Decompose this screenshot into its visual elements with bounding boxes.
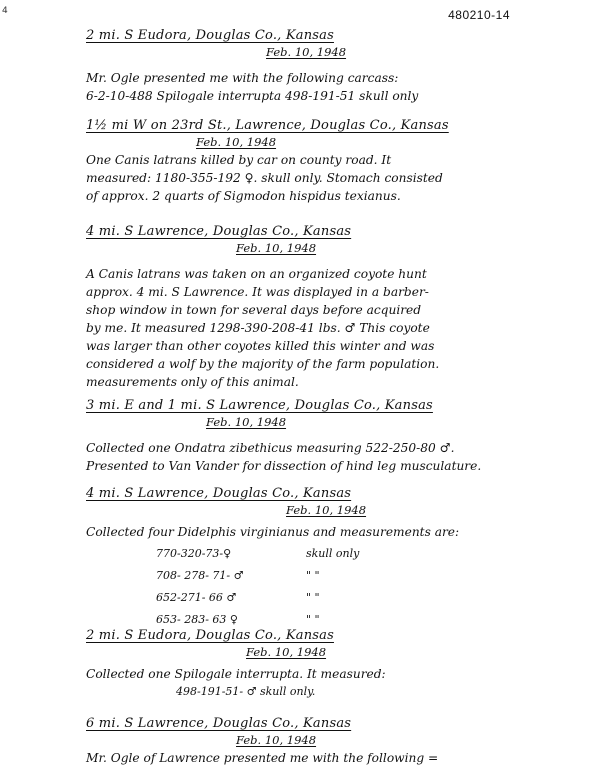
entry-line: Collected four Didelphis virginianus and measurements are: xyxy=(86,525,460,539)
entry-line: shop window in town for several days before acquired xyxy=(86,303,422,317)
entry-line: measured: 1180-355-192 ♀. skull only. Stomach consisted xyxy=(86,171,443,185)
measurement-value: 652-271- 66 ♂ xyxy=(156,591,237,604)
measurement-row xyxy=(156,543,576,565)
measurement-row xyxy=(156,587,576,609)
entry-date: Feb. 10, 1948 xyxy=(236,241,317,255)
entry-line: A Canis latrans was taken on an organized coyote hunt xyxy=(86,267,427,281)
entry-text xyxy=(86,749,576,767)
entry-location: 6 mi. S Lawrence, Douglas Co., Kansas xyxy=(86,716,352,731)
measurement-note: skull only xyxy=(306,547,360,560)
entry-line: considered a wolf by the majority of the farm population. xyxy=(86,357,440,371)
measurement-note: " " xyxy=(306,591,320,604)
field-entry xyxy=(86,716,576,767)
field-entry xyxy=(86,486,576,631)
measurement-value: 653- 283- 63 ♀ xyxy=(156,613,238,626)
measurement-value: 708- 278- 71- ♂ xyxy=(156,569,244,582)
entry-line: One Canis latrans killed by car on county road. It xyxy=(86,153,392,167)
entry-text xyxy=(86,665,576,683)
measurement-note: " " xyxy=(306,613,320,626)
entry-date: Feb. 10, 1948 xyxy=(246,645,327,659)
entry-date: Feb. 10, 1948 xyxy=(196,135,277,149)
entry-location: 4 mi. S Lawrence, Douglas Co., Kansas xyxy=(86,486,352,501)
entry-line: was larger than other coyotes killed this winter and was xyxy=(86,339,435,353)
corner-mark: 4 xyxy=(2,6,8,16)
entry-location: 2 mi. S Eudora, Douglas Co., Kansas xyxy=(86,28,334,43)
field-entry xyxy=(86,28,576,105)
measurement-row xyxy=(156,565,576,587)
entry-line: approx. 4 mi. S Lawrence. It was displayed in a barber- xyxy=(86,285,429,299)
measurement-note: " " xyxy=(306,569,320,582)
entry-text xyxy=(86,69,576,105)
field-entry xyxy=(86,118,576,205)
entry-line: Mr. Ogle of Lawrence presented me with the following = xyxy=(86,751,439,765)
entry-line: of approx. 2 quarts of Sigmodon hispidus texianus. xyxy=(86,189,401,203)
entry-date: Feb. 10, 1948 xyxy=(236,733,317,747)
entry-location: 4 mi. S Lawrence, Douglas Co., Kansas xyxy=(86,224,352,239)
entry-line: Collected one Ondatra zibethicus measuring 522-250-80 ♂. xyxy=(86,441,455,455)
measurement-line: 498-191-51- ♂ skull only. xyxy=(176,685,316,698)
field-entry xyxy=(86,398,576,475)
entry-text xyxy=(86,265,576,391)
field-entry xyxy=(86,224,576,391)
entry-location: 2 mi. S Eudora, Douglas Co., Kansas xyxy=(86,628,334,643)
field-entry xyxy=(86,628,576,698)
entry-date: Feb. 10, 1948 xyxy=(266,45,347,59)
entry-line: Mr. Ogle presented me with the following carcass: xyxy=(86,71,399,85)
entry-line: 6-2-10-488 Spilogale interrupta 498-191-51 skull only xyxy=(86,89,419,103)
entry-date: Feb. 10, 1948 xyxy=(206,415,287,429)
entry-line: measurements only of this animal. xyxy=(86,375,299,389)
catalog-number: 480210-14 xyxy=(448,8,510,22)
entry-location: 3 mi. E and 1 mi. S Lawrence, Douglas Co., Kansas xyxy=(86,398,433,413)
measurement-value: 770-320-73-♀ xyxy=(156,547,232,560)
entry-location: 1½ mi W on 23rd St., Lawrence, Douglas Co., Kansas xyxy=(86,118,449,133)
entry-text xyxy=(86,151,576,205)
entry-line: by me. It measured 1298-390-208-41 lbs. ♂ This coyote xyxy=(86,321,430,335)
entry-line: Collected one Spilogale interrupta. It measured: xyxy=(86,667,386,681)
measurement-table xyxy=(156,543,576,631)
entry-date: Feb. 10, 1948 xyxy=(286,503,367,517)
entry-text xyxy=(86,523,576,541)
entry-text xyxy=(86,439,576,475)
entry-line: Presented to Van Vander for dissection of hind leg musculature. xyxy=(86,459,482,473)
